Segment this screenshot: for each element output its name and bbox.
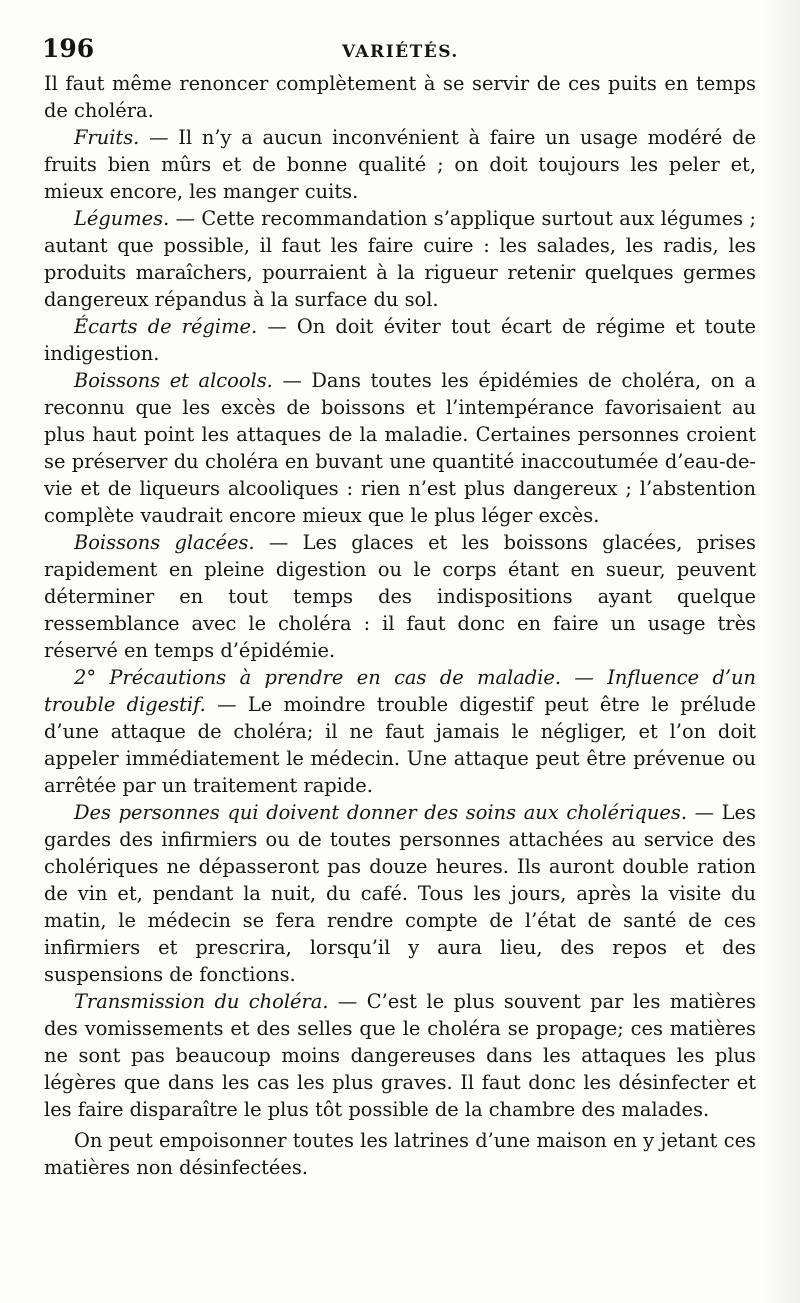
page-edge-shadow [762,0,800,1303]
paragraph-text: — On doit éviter tout écart de régime et toute indigestion. [44,315,756,365]
paragraph-lead: Fruits. [74,126,140,149]
running-title: VARIÉTÉS. [342,42,459,62]
page-number: 196 [42,34,95,63]
page-header [42,34,754,74]
paragraph-latrines [44,1127,756,1181]
paragraph-transmission [44,988,756,1123]
paragraph-fruits [44,124,756,205]
paragraph-text: — Dans toutes les épidémies de choléra, on a reconnu que les excès de boissons et l’intempérance favorisaient au plus haut point les attaques de la maladie. Certaines personnes croient se préserver du choléra en buvant une quantité inaccoutumée d’eau-de-vie et de liqueurs alcooliques : rien n’est plus dangereux ; l’abstention complète vaudrait encore mieux que le plus léger excès. [44,369,756,527]
paragraph-text: — Cette recommandation s’applique surtout aux légumes ; autant que possible, il faut les faire cuire : les salades, les radis, les produits maraîchers, pourraient à la rigueur retenir quelques germes dangereux répandus à la surface du sol. [44,207,756,311]
paragraph-lead: Écarts de régime. [74,315,258,338]
paragraph-lead: Boissons glacées. [74,531,255,554]
paragraph-lead: 2° Précautions à prendre en cas de maladie. — Influence d’un trouble digestif. [44,666,756,716]
paragraph-soins [44,799,756,988]
paragraph-text: — Le moindre trouble digestif peut être le prélude d’une attaque de choléra; il ne faut jamais le négliger, et l’on doit appeler immédiatement le médecin. Une attaque peut être prévenue ou arrêtée par un traitement rapide. [44,693,756,797]
paragraph-continuation [44,70,756,124]
paragraph-text: Il faut même renoncer complètement à se servir de ces puits en temps de choléra. [44,72,756,122]
paragraph-text: — C’est le plus souvent par les matières des vomissements et des selles que le choléra se propage; ces matières ne sont pas beaucoup moins dangereuses dans les attaques les plus légères que dans les cas les plus graves. Il faut donc les désinfecter et les faire disparaître le plus tôt possible de la chambre des malades. [44,990,756,1121]
paragraph-lead: Boissons et alcools. [74,369,273,392]
paragraph-lead: Transmission du choléra. [74,990,329,1013]
paragraph-precautions [44,664,756,799]
paragraph-lead: Légumes. [74,207,170,230]
paragraph-boissons-alcools [44,367,756,529]
paragraph-text: — Les glaces et les boissons glacées, prises rapidement en pleine digestion ou le corps étant en sueur, peuvent déterminer en tout temps des indispositions ayant quelque ressemblance avec le choléra : il faut donc en faire un usage très réservé en temps d’épidémie. [44,531,756,662]
paragraph-boissons-glacees [44,529,756,664]
paragraph-text: — Il n’y a aucun inconvénient à faire un usage modéré de fruits bien mûrs et de bonne qualité ; on doit toujours les peler et, mieux encore, les manger cuits. [44,126,756,203]
paragraph-legumes [44,205,756,313]
paragraph-text: — Les gardes des infirmiers ou de toutes personnes attachées au service des cholériques ne dépasseront pas douze heures. Ils auront double ration de vin et, pendant la nuit, du café. Tous les jours, après la visite du matin, le médecin se fera rendre compte de l’état de santé de ces infirmiers et prescrira, lorsqu’il y aura lieu, des repos et des suspensions de fonctions. [44,801,756,986]
body-text [44,70,756,1181]
paragraph-text: On peut empoisonner toutes les latrines d’une maison en y jetant ces matières non désinfectées. [44,1129,756,1179]
paragraph-ecarts [44,313,756,367]
paragraph-lead: Des personnes qui doivent donner des soins aux cholériques. [74,801,687,824]
